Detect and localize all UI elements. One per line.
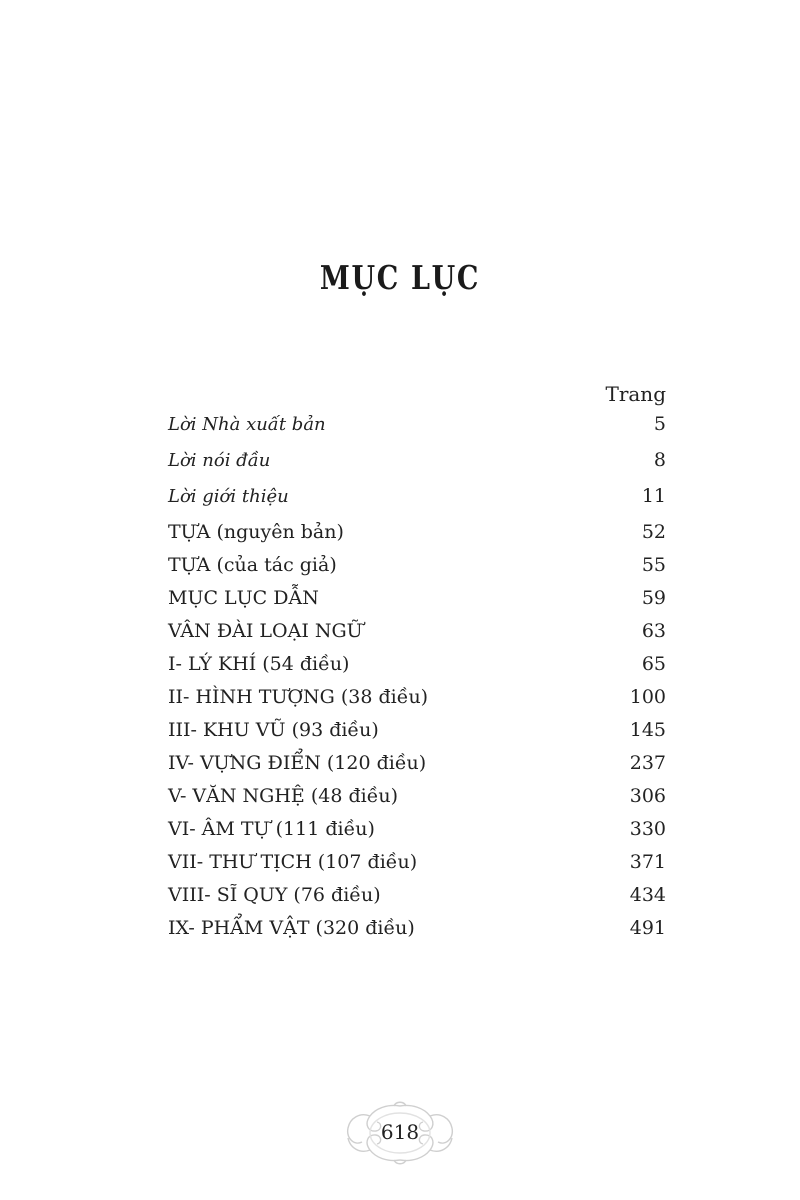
page-number: 618 bbox=[380, 1120, 420, 1144]
toc-entry-label: IX- PHẨM VẬT (320 điều) bbox=[168, 917, 415, 939]
toc-entry-label: VÂN ĐÀI LOẠI NGỮ bbox=[168, 620, 363, 642]
toc-entry-label: VII- THƯ TỊCH (107 điều) bbox=[168, 851, 418, 873]
toc-entry-label: I- LÝ KHÍ (54 điều) bbox=[168, 653, 350, 675]
toc-entry[interactable] bbox=[168, 851, 666, 884]
page-footer bbox=[340, 1098, 460, 1168]
toc-entry-label: Lời Nhà xuất bản bbox=[168, 414, 326, 435]
toc-entry[interactable] bbox=[168, 884, 666, 917]
toc-entry-page: 11 bbox=[641, 485, 666, 507]
toc-entry-page: 5 bbox=[653, 413, 666, 435]
toc-entry-page: 8 bbox=[653, 449, 666, 471]
toc-entry-label: MỤC LỤC DẪN bbox=[168, 587, 319, 609]
toc-entry[interactable] bbox=[168, 587, 666, 620]
toc-entry-page: 371 bbox=[629, 851, 666, 873]
toc-entry[interactable] bbox=[168, 917, 666, 950]
toc-entry[interactable] bbox=[168, 521, 666, 554]
toc-entry-label: II- HÌNH TƯỢNG (38 điều) bbox=[168, 686, 429, 708]
toc-entry-page: 237 bbox=[629, 752, 666, 774]
toc-entry-label: VI- ÂM TỰ (111 điều) bbox=[168, 818, 375, 840]
toc-entry[interactable] bbox=[168, 785, 666, 818]
page-column-header: Trang bbox=[605, 382, 666, 406]
toc-entry-page: 100 bbox=[629, 686, 666, 708]
toc-entry[interactable] bbox=[168, 719, 666, 752]
toc-entry[interactable] bbox=[168, 449, 666, 485]
toc-entry-label: IV- VỰNG ĐIỂN (120 điều) bbox=[168, 752, 427, 774]
toc-entry-label: TỰA (nguyên bản) bbox=[168, 521, 344, 543]
toc-entry-page: 145 bbox=[629, 719, 666, 741]
toc-entry-label: TỰA (của tác giả) bbox=[168, 554, 337, 576]
toc-entry[interactable] bbox=[168, 554, 666, 587]
toc-entry-label: Lời giới thiệu bbox=[168, 486, 289, 507]
table-of-contents bbox=[168, 413, 666, 950]
toc-entry-page: 52 bbox=[641, 521, 666, 543]
toc-entry-page: 491 bbox=[629, 917, 666, 939]
toc-entry-label: Lời nói đầu bbox=[168, 450, 271, 471]
toc-entry-page: 306 bbox=[629, 785, 666, 807]
toc-entry[interactable] bbox=[168, 686, 666, 719]
toc-entry-label: V- VĂN NGHỆ (48 điều) bbox=[168, 785, 399, 807]
toc-entry[interactable] bbox=[168, 485, 666, 521]
toc-entry[interactable] bbox=[168, 620, 666, 653]
toc-entry-label: III- KHU VŨ (93 điều) bbox=[168, 719, 379, 741]
toc-entry-page: 330 bbox=[629, 818, 666, 840]
toc-entry-label: VIII- SĨ QUY (76 điều) bbox=[168, 884, 381, 906]
toc-entry-page: 55 bbox=[641, 554, 666, 576]
toc-entry-page: 434 bbox=[629, 884, 666, 906]
toc-entry[interactable] bbox=[168, 653, 666, 686]
toc-entry[interactable] bbox=[168, 752, 666, 785]
toc-entry[interactable] bbox=[168, 413, 666, 449]
toc-entry-page: 63 bbox=[641, 620, 666, 642]
toc-entry[interactable] bbox=[168, 818, 666, 851]
toc-entry-page: 65 bbox=[641, 653, 666, 675]
page-title: MỤC LỤC bbox=[319, 258, 481, 297]
toc-entry-page: 59 bbox=[641, 587, 666, 609]
